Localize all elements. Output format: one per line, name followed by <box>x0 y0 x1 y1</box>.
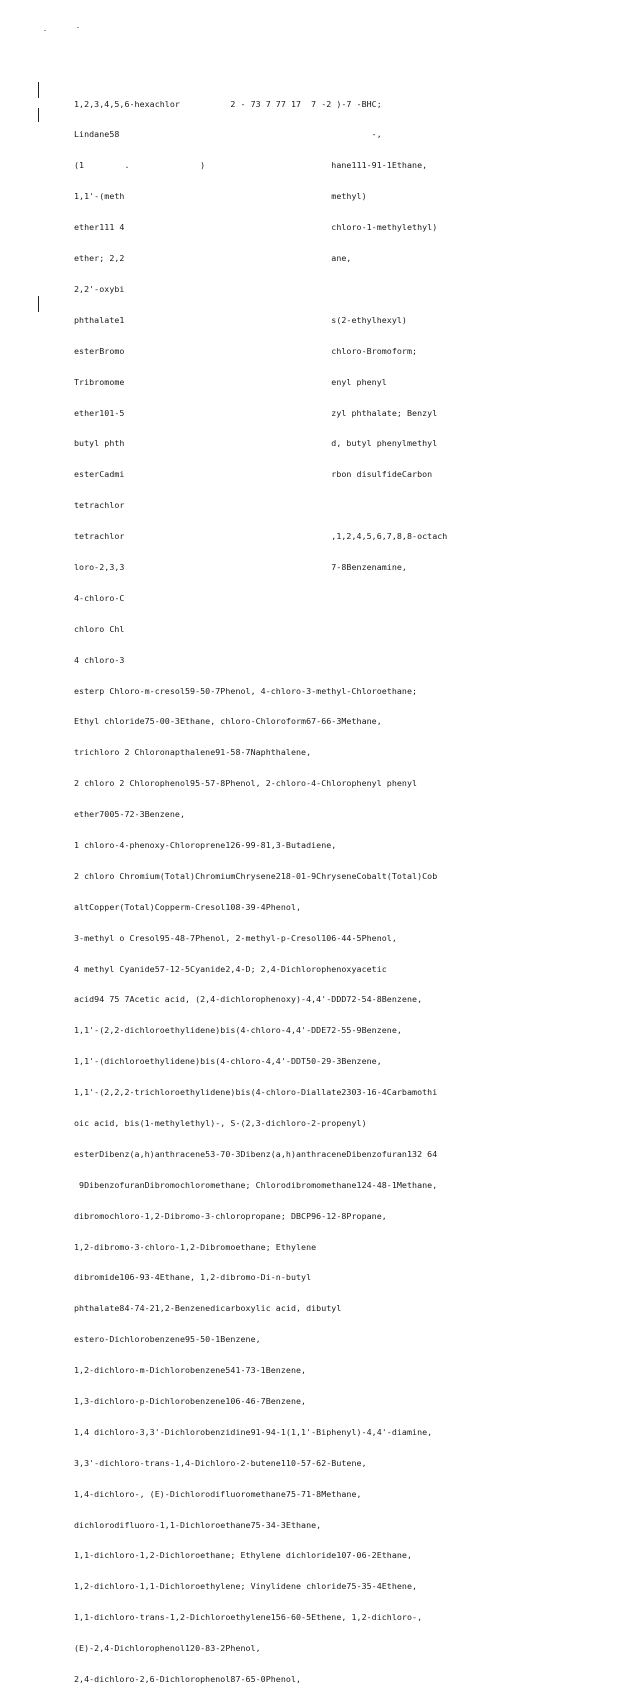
margin-change-bar <box>38 82 39 98</box>
text-line: 1,2-dichloro-m-Dichlorobenzene541-73-1Benzene, <box>74 1365 307 1376</box>
text-line: 4-chloro-C <box>74 592 125 603</box>
text-line: 1,2,3,4,5,6-hexachlor 2 - 73 7 77 17 7 -2 )-7 -BHC; <box>74 98 382 109</box>
text-line: esterp Chloro-m-cresol59-50-7Phenol, 4-chloro-3-methyl-Chloroethane; <box>74 685 418 696</box>
text-line: esterDibenz(a,h)anthracene53-70-3Dibenz(a,h)anthraceneDibenzofuran132 64 <box>74 1148 438 1159</box>
scan-speck <box>44 30 46 31</box>
margin-change-bar <box>38 296 39 312</box>
text-line: 1,1'-(2,2,2-trichloroethylidene)bis(4-chloro-Diallate2303-16-4Carbamothi <box>74 1087 438 1098</box>
text-line: (E)-2,4-Dichlorophenol120-83-2Phenol, <box>74 1643 261 1654</box>
text-line: 2,2'-oxybi <box>74 283 125 294</box>
text-line: butyl phth d, butyl phenylmethyl <box>74 438 438 449</box>
text-line: acid94 75 7Acetic acid, (2,4-dichlorophenoxy)-4,4'-DDD72-54-8Benzene, <box>74 994 423 1005</box>
text-line: dichlorodifluoro-1,1-Dichloroethane75-34-3Ethane, <box>74 1519 322 1530</box>
text-line: 3-methyl o Cresol95-48-7Phenol, 2-methyl-p-Cresol106-44-5Phenol, <box>74 932 397 943</box>
text-line: trichloro 2 Chloronapthalene91-58-7Naphthalene, <box>74 747 312 758</box>
text-line: ether; 2,2 ane, <box>74 253 352 264</box>
margin-change-bar <box>38 108 39 122</box>
text-line: 1,2-dibromo-3-chloro-1,2-Dibromoethane; Ethylene <box>74 1241 317 1252</box>
text-line: phthalate1 s(2-ethylhexyl) <box>74 314 407 325</box>
text-line: Lindane58 -, <box>74 129 382 140</box>
text-line: 1,4-dichloro-, (E)-Dichlorodifluoromethane75-71-8Methane, <box>74 1488 362 1499</box>
text-line: (1 . ) hane111-91-1Ethane, <box>74 160 428 171</box>
text-line: estero-Dichlorobenzene95-50-1Benzene, <box>74 1334 261 1345</box>
text-line: 1,1'-(meth methyl) <box>74 191 367 202</box>
text-line: 2 chloro 2 Chlorophenol95-57-8Phenol, 2-chloro-4-Chlorophenyl phenyl <box>74 778 418 789</box>
text-line: dibromide106-93-4Ethane, 1,2-dibromo-Di-n-butyl <box>74 1272 312 1283</box>
text-line: loro-2,3,3 7-8Benzenamine, <box>74 561 407 572</box>
text-line: esterCadmi rbon disulfideCarbon <box>74 469 433 480</box>
text-line: altCopper(Total)Copperm-Cresol108-39-4Phenol, <box>74 901 302 912</box>
text-line: phthalate84-74-21,2-Benzenedicarboxylic acid, dibutyl <box>74 1303 342 1314</box>
text-line: 1,1-dichloro-1,2-Dichloroethane; Ethylene dichloride107-06-2Ethane, <box>74 1550 413 1561</box>
text-line: chloro Chl <box>74 623 125 634</box>
text-line: tetrachlor <box>74 500 125 511</box>
scan-speck <box>77 27 79 28</box>
text-line: 1,1'-(dichloroethylidene)bis(4-chloro-4,4'-DDT50-29-3Benzene, <box>74 1056 382 1067</box>
text-line: Tribromome enyl phenyl <box>74 376 387 387</box>
text-line: 1,1-dichloro-trans-1,2-Dichloroethylene156-60-5Ethene, 1,2-dichloro-, <box>74 1612 423 1623</box>
text-line: 1,1'-(2,2-dichloroethylidene)bis(4-chloro-4,4'-DDE72-55-9Benzene, <box>74 1025 402 1036</box>
text-line: tetrachlor ,1,2,4,5,6,7,8,8-octach <box>74 531 448 542</box>
text-line: 4 chloro-3 <box>74 654 125 665</box>
text-line: dibromochloro-1,2-Dibromo-3-chloropropane; DBCP96-12-8Propane, <box>74 1210 387 1221</box>
chemical-list-text <box>74 78 604 1705</box>
text-line: esterBromo chloro-Bromoform; <box>74 345 418 356</box>
text-line: 3,3'-dichloro-trans-1,4-Dichloro-2-butene110-57-62-Butene, <box>74 1457 367 1468</box>
text-line: ether7005-72-3Benzene, <box>74 809 185 820</box>
text-line: oic acid, bis(1-methylethyl)-, S-(2,3-dichloro-2-propenyl) <box>74 1117 367 1128</box>
text-line: 1 chloro-4-phenoxy-Chloroprene126-99-81,3-Butadiene, <box>74 839 337 850</box>
text-line: 4 methyl Cyanide57-12-5Cyanide2,4-D; 2,4-Dichlorophenoxyacetic <box>74 963 387 974</box>
text-line: 2 chloro Chromium(Total)ChromiumChrysene218-01-9ChryseneCobalt(Total)Cob <box>74 870 438 881</box>
text-line: 1,2-dichloro-1,1-Dichloroethylene; Vinylidene chloride75-35-4Ethene, <box>74 1581 418 1592</box>
text-line: Ethyl chloride75-00-3Ethane, chloro-Chloroform67-66-3Methane, <box>74 716 382 727</box>
text-line: ether111 4 chloro-1-methylethyl) <box>74 222 438 233</box>
text-line: 2,4-dichloro-2,6-Dichlorophenol87-65-0Phenol, <box>74 1674 302 1685</box>
text-line: ether101-5 zyl phthalate; Benzyl <box>74 407 438 418</box>
text-line: 9DibenzofuranDibromochloromethane; Chlorodibromomethane124-48-1Methane, <box>74 1179 438 1190</box>
text-line: 1,3-dichloro-p-Dichlorobenzene106-46-7Benzene, <box>74 1396 307 1406</box>
text-line: 1,4 dichloro-3,3'-Dichlorobenzidine91-94-1(1,1'-Biphenyl)-4,4'-diamine, <box>74 1426 433 1437</box>
